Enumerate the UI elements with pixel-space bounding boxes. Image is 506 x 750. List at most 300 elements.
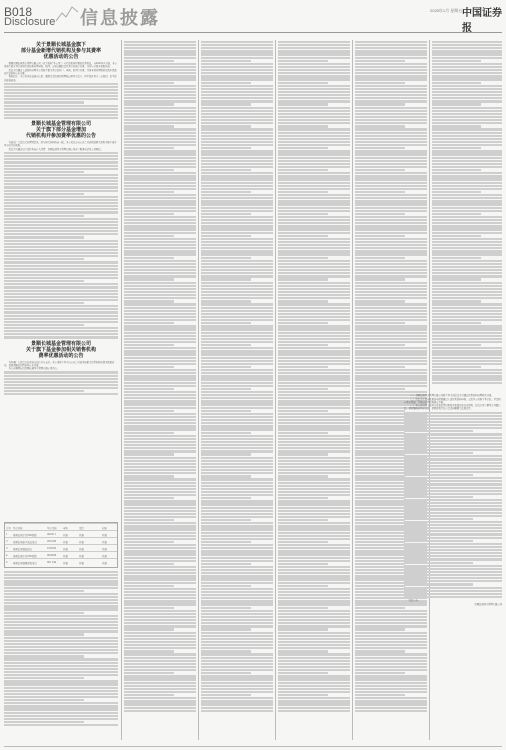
text-line bbox=[124, 463, 196, 465]
text-line bbox=[201, 510, 273, 512]
text-line bbox=[355, 357, 427, 359]
text-line bbox=[201, 363, 273, 365]
text-line bbox=[432, 103, 481, 105]
text-line bbox=[355, 710, 427, 712]
text-line bbox=[278, 438, 350, 440]
text-line bbox=[201, 453, 251, 455]
text-line bbox=[201, 125, 251, 127]
text-line bbox=[355, 63, 427, 65]
text-line bbox=[201, 607, 251, 609]
text-line bbox=[124, 707, 196, 709]
text-line bbox=[432, 378, 502, 380]
article-1-title: 关于景顺长城基金旗下 部分基金新增代销机构及参与其费率 优惠活动的公告 bbox=[20, 42, 101, 60]
text-line bbox=[201, 388, 251, 390]
text-line bbox=[278, 350, 350, 352]
text-line bbox=[4, 655, 84, 657]
text-line bbox=[404, 480, 502, 482]
text-line bbox=[278, 160, 350, 162]
text-line bbox=[404, 521, 502, 523]
text-line bbox=[201, 325, 273, 327]
text-line bbox=[432, 344, 481, 346]
text-line bbox=[278, 582, 350, 584]
text-line bbox=[278, 503, 350, 505]
text-line bbox=[404, 455, 502, 457]
text-line bbox=[4, 680, 118, 682]
article-2-paragraph: 投资者可通过以下途径咨询有关详情：景顺长城基金管理有限公司客户服务电话及公司网站。 bbox=[8, 147, 103, 151]
text-line bbox=[355, 169, 405, 171]
text-line bbox=[201, 400, 273, 402]
text-line bbox=[124, 297, 196, 299]
text-line bbox=[432, 353, 502, 355]
text-line bbox=[124, 160, 196, 162]
text-line bbox=[201, 94, 273, 96]
text-line bbox=[432, 350, 502, 352]
text-line bbox=[432, 125, 481, 127]
text-line bbox=[4, 283, 118, 285]
text-line bbox=[4, 108, 118, 110]
text-line bbox=[404, 490, 502, 492]
text-line bbox=[201, 469, 273, 471]
text-line bbox=[201, 516, 273, 518]
text-line bbox=[201, 585, 251, 587]
text-line bbox=[278, 378, 350, 380]
text-line bbox=[278, 553, 350, 555]
text-line bbox=[404, 549, 502, 551]
fund-list-column-4 bbox=[278, 40, 350, 713]
text-line bbox=[278, 275, 350, 277]
text-line bbox=[278, 369, 350, 371]
text-line bbox=[404, 412, 502, 414]
text-line bbox=[278, 394, 350, 396]
text-line bbox=[278, 528, 350, 530]
text-line bbox=[201, 66, 273, 68]
text-line bbox=[124, 550, 196, 552]
text-line bbox=[4, 174, 118, 176]
text-line bbox=[201, 438, 273, 440]
text-line bbox=[355, 247, 427, 249]
text-line bbox=[278, 341, 350, 343]
text-line bbox=[278, 47, 350, 49]
text-line bbox=[201, 457, 273, 459]
text-line bbox=[355, 97, 427, 99]
text-line bbox=[355, 616, 427, 618]
fund-list-column-2 bbox=[124, 40, 196, 713]
text-line bbox=[124, 457, 196, 459]
text-line bbox=[355, 60, 405, 62]
text-line bbox=[278, 316, 350, 318]
text-line bbox=[201, 472, 273, 474]
text-line bbox=[4, 293, 118, 295]
text-line bbox=[432, 272, 502, 274]
text-line bbox=[4, 193, 84, 195]
text-line bbox=[355, 163, 427, 165]
text-line bbox=[201, 300, 251, 302]
text-line bbox=[201, 341, 273, 343]
text-line bbox=[432, 222, 502, 224]
text-line bbox=[201, 410, 251, 412]
text-line bbox=[201, 657, 273, 659]
text-line bbox=[432, 116, 502, 118]
text-line bbox=[355, 157, 427, 159]
text-line bbox=[4, 321, 118, 323]
text-line bbox=[4, 89, 118, 91]
text-line bbox=[432, 210, 502, 212]
text-line bbox=[124, 163, 196, 165]
text-line bbox=[4, 261, 118, 263]
text-line bbox=[124, 532, 196, 534]
text-line bbox=[278, 632, 350, 634]
text-line bbox=[201, 557, 273, 559]
text-line bbox=[355, 222, 427, 224]
text-line bbox=[4, 618, 118, 620]
text-line bbox=[4, 211, 118, 213]
text-line bbox=[4, 224, 118, 226]
text-line bbox=[4, 324, 84, 326]
text-line bbox=[355, 172, 427, 174]
text-line bbox=[355, 263, 427, 265]
text-line bbox=[278, 322, 328, 324]
text-line bbox=[355, 319, 427, 321]
text-line bbox=[432, 225, 502, 227]
text-line bbox=[201, 625, 273, 627]
text-line bbox=[432, 119, 502, 121]
text-line bbox=[278, 122, 350, 124]
text-line bbox=[124, 610, 196, 612]
text-line bbox=[278, 147, 328, 149]
text-line bbox=[124, 53, 196, 55]
text-line bbox=[355, 369, 427, 371]
text-line bbox=[124, 703, 196, 705]
text-line bbox=[278, 69, 350, 71]
text-line bbox=[201, 157, 273, 159]
text-line bbox=[124, 391, 196, 393]
text-line bbox=[404, 421, 502, 423]
text-line bbox=[124, 263, 196, 265]
text-line bbox=[124, 538, 196, 540]
text-line bbox=[124, 644, 196, 646]
text-line bbox=[355, 350, 427, 352]
text-line bbox=[355, 303, 427, 305]
text-line bbox=[201, 278, 251, 280]
text-line bbox=[404, 583, 473, 585]
text-line bbox=[355, 200, 427, 202]
text-line bbox=[124, 691, 196, 693]
text-line bbox=[278, 672, 328, 674]
table-row: 1 景顺长城沪深300指数 000311 开通 开通 开通 bbox=[5, 530, 117, 531]
text-line bbox=[278, 628, 328, 630]
text-line bbox=[355, 372, 427, 374]
notice-signature: 景顺长城基金管理有限公司 bbox=[474, 602, 502, 606]
text-line bbox=[278, 607, 328, 609]
text-line bbox=[355, 125, 405, 127]
text-line bbox=[4, 627, 118, 629]
text-line bbox=[355, 666, 427, 668]
text-line bbox=[278, 444, 350, 446]
text-line bbox=[201, 703, 273, 705]
text-line bbox=[278, 625, 350, 627]
text-line bbox=[201, 669, 273, 671]
text-line bbox=[278, 644, 350, 646]
text-line bbox=[124, 197, 196, 199]
text-line bbox=[404, 515, 502, 517]
text-line bbox=[124, 247, 196, 249]
text-line bbox=[201, 213, 251, 215]
text-line bbox=[278, 450, 350, 452]
text-line bbox=[355, 694, 405, 696]
text-line bbox=[124, 269, 196, 271]
text-line bbox=[355, 647, 427, 649]
text-line bbox=[124, 447, 196, 449]
text-line bbox=[4, 168, 118, 170]
text-line bbox=[4, 327, 118, 329]
text-line bbox=[201, 132, 273, 134]
text-line bbox=[124, 394, 196, 396]
text-line bbox=[124, 194, 196, 196]
text-line bbox=[201, 588, 273, 590]
text-line bbox=[432, 85, 502, 87]
text-line bbox=[278, 260, 350, 262]
text-line bbox=[124, 378, 196, 380]
text-line bbox=[278, 400, 350, 402]
text-line bbox=[201, 57, 273, 59]
text-line bbox=[432, 107, 502, 109]
text-line bbox=[4, 277, 118, 279]
notice-body bbox=[404, 412, 502, 599]
text-line bbox=[201, 641, 273, 643]
trend-line-icon bbox=[56, 3, 82, 25]
text-line bbox=[355, 328, 427, 330]
text-line bbox=[201, 319, 273, 321]
text-line bbox=[404, 562, 473, 564]
text-line bbox=[278, 253, 350, 255]
text-line bbox=[432, 266, 502, 268]
notice-closing: 特此公告。 bbox=[408, 599, 421, 602]
table-row: 5 景顺长城稳健回报混合 001194 开通 开通 开通 bbox=[5, 558, 117, 559]
text-line bbox=[432, 341, 502, 343]
text-line bbox=[278, 710, 350, 712]
text-line bbox=[124, 222, 196, 224]
text-line bbox=[124, 485, 196, 487]
text-line bbox=[278, 41, 350, 43]
text-line bbox=[355, 141, 427, 143]
text-line bbox=[355, 191, 405, 193]
text-line bbox=[124, 425, 196, 427]
text-line bbox=[124, 594, 196, 596]
text-line bbox=[4, 615, 118, 617]
notice-section bbox=[404, 394, 502, 606]
text-line bbox=[355, 228, 427, 230]
section-name-en: Disclosure bbox=[4, 16, 56, 28]
text-line bbox=[278, 116, 350, 118]
text-line bbox=[355, 613, 427, 615]
text-line bbox=[4, 268, 118, 270]
text-line bbox=[201, 172, 273, 174]
text-line bbox=[278, 525, 350, 527]
text-line bbox=[201, 600, 273, 602]
text-line bbox=[201, 616, 273, 618]
text-line bbox=[355, 653, 427, 655]
text-line bbox=[278, 141, 350, 143]
text-line bbox=[355, 691, 427, 693]
text-line bbox=[201, 294, 273, 296]
text-line bbox=[4, 177, 118, 179]
text-line bbox=[278, 419, 350, 421]
text-line bbox=[355, 360, 427, 362]
text-line bbox=[124, 213, 174, 215]
text-line bbox=[404, 502, 502, 504]
text-line bbox=[278, 597, 350, 599]
text-line bbox=[278, 541, 328, 543]
footer-rule bbox=[4, 746, 502, 747]
text-line bbox=[404, 565, 502, 567]
text-line bbox=[432, 122, 502, 124]
text-line bbox=[278, 403, 350, 405]
text-line bbox=[201, 138, 273, 140]
text-line bbox=[278, 94, 350, 96]
text-line bbox=[278, 416, 350, 418]
text-line bbox=[355, 322, 405, 324]
text-line bbox=[201, 532, 273, 534]
text-line bbox=[432, 41, 502, 43]
text-line bbox=[355, 132, 427, 134]
text-line bbox=[201, 194, 273, 196]
text-line bbox=[201, 394, 273, 396]
text-line bbox=[432, 282, 502, 284]
text-line bbox=[201, 666, 273, 668]
text-line bbox=[124, 138, 196, 140]
text-line bbox=[201, 203, 273, 205]
text-line bbox=[432, 238, 502, 240]
text-line bbox=[201, 682, 273, 684]
text-line bbox=[201, 694, 251, 696]
text-line bbox=[278, 488, 350, 490]
text-line bbox=[432, 372, 502, 374]
text-line bbox=[355, 82, 405, 84]
fund-list-column-3 bbox=[201, 40, 273, 713]
text-line bbox=[201, 110, 273, 112]
text-line bbox=[278, 572, 350, 574]
text-line bbox=[124, 310, 196, 312]
text-line bbox=[278, 513, 350, 515]
text-line bbox=[355, 313, 427, 315]
text-line bbox=[201, 332, 273, 334]
text-line bbox=[4, 630, 118, 632]
text-line bbox=[124, 497, 174, 499]
text-line bbox=[432, 322, 481, 324]
text-line bbox=[4, 333, 118, 335]
text-line bbox=[4, 621, 118, 623]
text-line bbox=[278, 391, 350, 393]
text-line bbox=[124, 97, 196, 99]
text-line bbox=[355, 182, 427, 184]
text-line bbox=[201, 416, 273, 418]
text-line bbox=[404, 508, 502, 510]
text-line bbox=[404, 580, 502, 582]
text-line bbox=[124, 694, 174, 696]
text-line bbox=[4, 705, 118, 707]
text-line bbox=[404, 524, 502, 526]
text-line bbox=[201, 263, 273, 265]
text-line bbox=[124, 94, 196, 96]
text-line bbox=[355, 253, 427, 255]
text-line bbox=[355, 188, 427, 190]
text-line bbox=[432, 178, 502, 180]
text-line bbox=[404, 496, 473, 498]
text-line bbox=[432, 285, 502, 287]
text-line bbox=[4, 571, 118, 573]
text-line bbox=[278, 335, 350, 337]
text-line bbox=[124, 435, 196, 437]
text-line bbox=[404, 424, 502, 426]
text-line bbox=[124, 332, 196, 334]
text-line bbox=[4, 649, 118, 651]
text-line bbox=[278, 603, 350, 605]
text-line bbox=[278, 360, 350, 362]
text-line bbox=[432, 57, 502, 59]
text-line bbox=[278, 357, 350, 359]
text-line bbox=[201, 544, 273, 546]
text-line bbox=[4, 230, 118, 232]
text-line bbox=[4, 95, 118, 97]
text-line bbox=[124, 328, 196, 330]
text-line bbox=[278, 453, 328, 455]
text-line bbox=[355, 41, 427, 43]
text-line bbox=[201, 253, 273, 255]
text-line bbox=[124, 341, 196, 343]
text-line bbox=[278, 107, 350, 109]
text-line bbox=[201, 85, 273, 87]
text-line bbox=[278, 185, 350, 187]
text-line bbox=[201, 50, 273, 52]
text-line bbox=[355, 663, 427, 665]
text-line bbox=[4, 190, 118, 192]
text-line bbox=[4, 658, 118, 660]
text-line bbox=[432, 235, 481, 237]
text-line bbox=[201, 175, 273, 177]
text-line bbox=[432, 278, 481, 280]
text-line bbox=[404, 540, 473, 542]
text-line bbox=[355, 244, 427, 246]
text-line bbox=[404, 555, 502, 557]
text-line bbox=[124, 469, 196, 471]
text-line bbox=[355, 622, 427, 624]
text-line bbox=[124, 200, 196, 202]
text-line bbox=[355, 703, 427, 705]
text-line bbox=[124, 625, 196, 627]
text-line bbox=[278, 307, 350, 309]
text-line bbox=[355, 672, 405, 674]
text-line bbox=[355, 69, 427, 71]
text-line bbox=[355, 341, 427, 343]
text-line bbox=[278, 222, 350, 224]
column-divider bbox=[121, 40, 122, 740]
column-divider bbox=[275, 40, 276, 740]
text-line bbox=[4, 580, 118, 582]
text-line bbox=[124, 572, 196, 574]
text-line bbox=[124, 178, 196, 180]
text-line bbox=[124, 338, 196, 340]
text-line bbox=[432, 78, 502, 80]
text-line bbox=[4, 86, 118, 88]
text-line bbox=[201, 247, 273, 249]
text-line bbox=[4, 111, 118, 113]
text-line bbox=[278, 650, 328, 652]
text-line bbox=[4, 249, 118, 251]
text-line bbox=[201, 613, 273, 615]
text-line bbox=[124, 294, 196, 296]
text-line bbox=[201, 560, 273, 562]
text-line bbox=[124, 122, 196, 124]
